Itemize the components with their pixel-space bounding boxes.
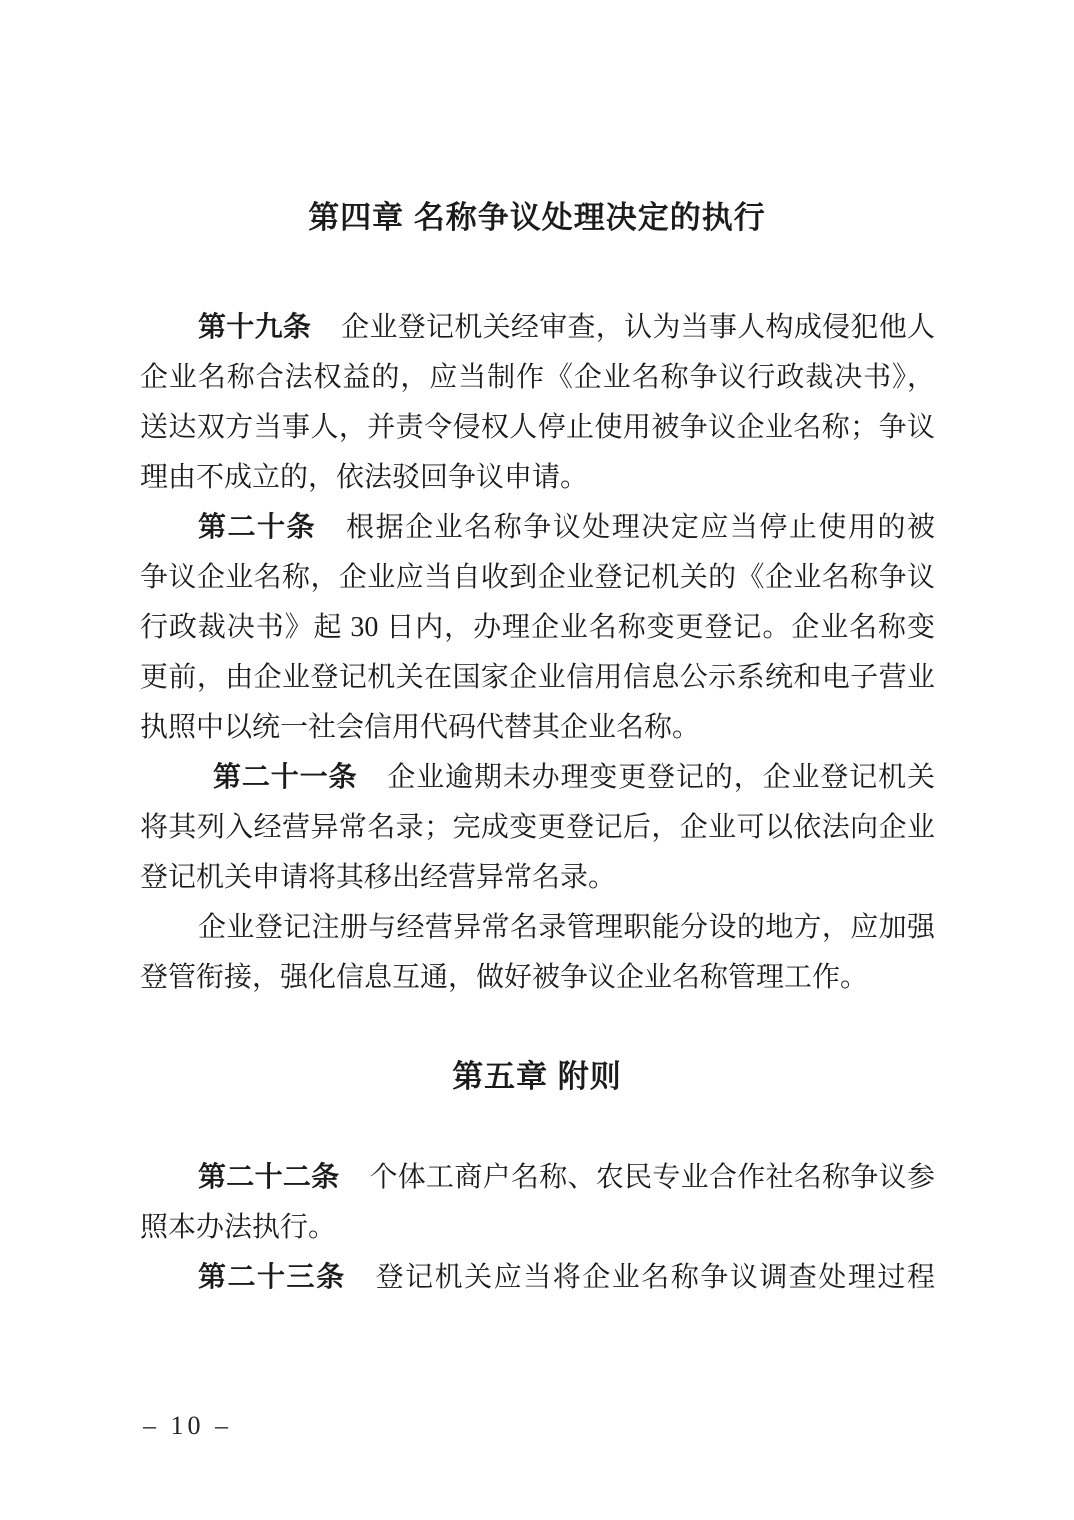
article-22-paragraph [140,1153,935,1253]
text-line [140,503,935,553]
page-number: – 10 – [143,1411,232,1440]
text-line: 行政裁决书》起 30 日内，办理企业名称变更登记。企业名称变 [140,612,935,643]
chapter-4-heading: 第四章 名称争议处理决定的执行 [308,200,766,235]
article-21-paragraph [140,753,935,903]
text-line [140,303,935,353]
text-line: 登记机关申请将其移出经营异常名录。 [140,862,617,893]
text-line: 登管衔接，强化信息互通，做好被争议企业名称管理工作。 [140,962,869,993]
article-20-paragraph [140,503,935,753]
article-23-first-line: 登记机关应当将企业名称争议调查处理过程 [375,1262,935,1293]
text-line: 企业名称合法权益的，应当制作《企业名称争议行政裁决书》， [140,362,935,393]
text-line [140,903,935,953]
text-line: 送达双方当事人，并责令侵权人停止使用被争议企业名称；争议 [140,412,935,443]
article-19-first-line: 企业登记机关经审查，认为当事人构成侵犯他人 [341,312,935,343]
article-23-number: 第二十三条 [198,1262,346,1293]
text-line [140,1153,935,1203]
chapter-5-heading: 第五章 附则 [452,1059,622,1094]
article-note-first-line: 企业登记注册与经营异常名录管理职能分设的地方，应加强 [198,912,935,943]
article-19-paragraph [140,303,935,503]
article-22-first-line: 个体工商户名称、农民专业合作社名称争议参 [369,1162,935,1193]
article-21-note-paragraph [140,903,935,1003]
text-line [140,753,935,803]
text-line: 更前，由企业登记机关在国家企业信用信息公示系统和电子营业 [140,662,935,693]
article-21-number: 第二十一条 [213,762,358,793]
text-line [140,1253,935,1303]
text-line: 照本办法执行。 [140,1212,337,1243]
article-21-first-line: 企业逾期未办理变更登记的，企业登记机关 [387,762,935,793]
text-line: 争议企业名称，企业应当自收到企业登记机关的《企业名称争议 [140,562,935,593]
text-line: 理由不成立的，依法驳回争议申请。 [140,462,589,493]
article-22-number: 第二十二条 [198,1162,340,1193]
article-20-first-line: 根据企业名称争议处理决定应当停止使用的被 [346,512,935,543]
article-19-number: 第十九条 [198,312,312,343]
text-line: 执照中以统一社会信用代码代替其企业名称。 [140,712,701,743]
article-20-number: 第二十条 [198,512,317,543]
text-line: 将其列入经营异常名录；完成变更登记后，企业可以依法向企业 [140,812,935,843]
article-23-paragraph [140,1253,935,1303]
